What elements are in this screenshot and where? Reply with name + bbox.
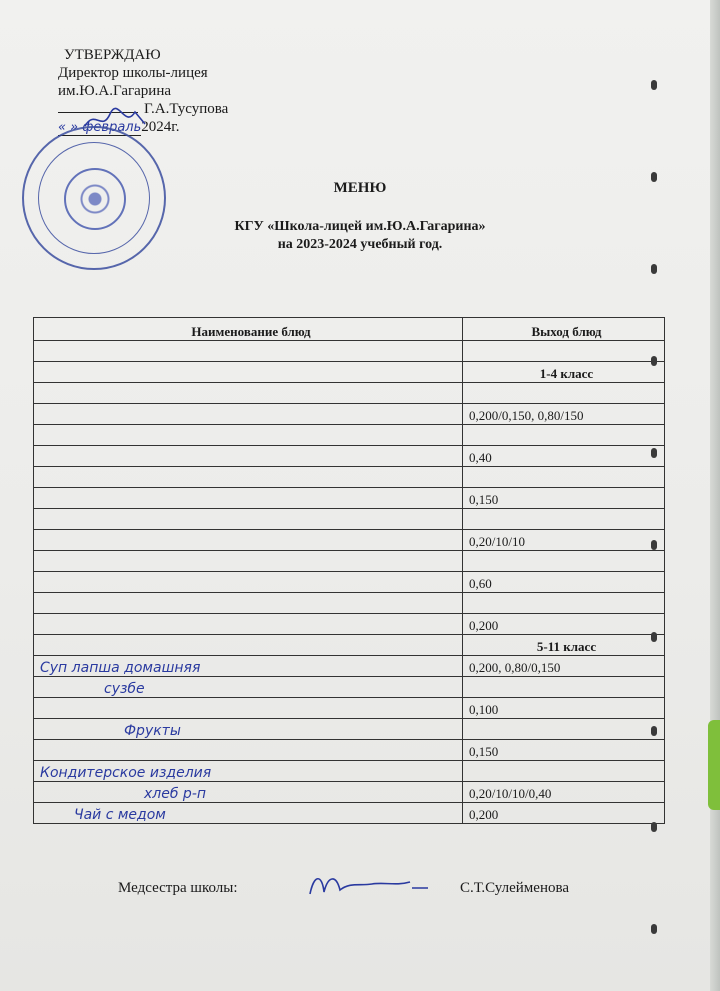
dish-name (34, 698, 463, 719)
approval-date-handwritten: « » февраль (58, 120, 142, 135)
dish-name: Фрукты (34, 719, 463, 740)
table-row (34, 425, 665, 446)
table-row: 0,60 (34, 572, 665, 593)
table-row: 0,150 (34, 488, 665, 509)
dish-name: Суп лапша домашняя (34, 656, 463, 677)
header-dish-output: Выход блюд (463, 318, 665, 341)
table-row (34, 467, 665, 488)
subtitle-line-1: КГУ «Школа-лицей им.Ю.А.Гагарина» (234, 219, 486, 234)
dish-name: сузбе (34, 677, 463, 698)
approval-signer: Г.А.Тусупова (144, 101, 229, 117)
approval-position: Директор школы-лицея (58, 65, 208, 81)
table-row: хлеб р-п 0,20/10/10/0,40 (34, 782, 665, 803)
approval-year: 2024г. (141, 119, 180, 135)
table-row (34, 509, 665, 530)
punch-hole-icon (651, 172, 657, 182)
table-row: 0,100 (34, 698, 665, 719)
table-row (34, 719, 665, 740)
table-row (34, 551, 665, 572)
table-row: Чай с медом 0,200 (34, 803, 665, 824)
page-title: МЕНЮ (333, 180, 387, 196)
official-seal (22, 126, 166, 270)
nurse-label: Медсестра школы: (118, 880, 238, 896)
punch-hole-icon (651, 822, 657, 832)
background-object (708, 720, 720, 810)
dish-name: Кондитерское изделия (34, 761, 463, 782)
dish-name (34, 740, 463, 761)
approval-heading: УТВЕРЖДАЮ (64, 47, 161, 63)
nurse-name: С.Т.Сулейменова (460, 880, 570, 896)
table-header-row (34, 318, 665, 341)
page-edge (710, 0, 720, 991)
dish-name: хлеб р-п (34, 782, 463, 803)
table-row: Суп лапша домашняя 0,200, 0,80/0,150 (34, 656, 665, 677)
dish-name: Чай с медом (34, 803, 463, 824)
table-row: 0,200 (34, 614, 665, 635)
nurse-signature (300, 868, 430, 900)
punch-hole-icon (651, 924, 657, 934)
punch-hole-icon (651, 726, 657, 736)
table-row: 0,40 (34, 446, 665, 467)
page-subtitle (180, 218, 540, 254)
punch-hole-icon (651, 356, 657, 366)
punch-hole-icon (651, 264, 657, 274)
table-row (34, 341, 665, 362)
table-row (34, 761, 665, 782)
punch-hole-icon (651, 540, 657, 550)
punch-hole-icon (651, 448, 657, 458)
table-row (34, 593, 665, 614)
section-row (34, 635, 665, 656)
punch-hole-icon (651, 80, 657, 90)
menu-table (33, 317, 665, 824)
seal-emblem-icon (64, 168, 126, 230)
header-dish-name: Наименование блюд (34, 318, 463, 341)
table-row: 0,200/0,150, 0,80/150 (34, 404, 665, 425)
table-row: 0,150 (34, 740, 665, 761)
table-row: 0,20/10/10 (34, 530, 665, 551)
table-row (34, 677, 665, 698)
section-row (34, 362, 665, 383)
subtitle-line-2: на 2023-2024 учебный год. (277, 237, 443, 252)
section-label: 5-11 класс (463, 635, 665, 656)
table-row (34, 383, 665, 404)
approval-school: им.Ю.А.Гагарина (58, 83, 171, 99)
punch-hole-icon (651, 632, 657, 642)
section-label: 1-4 класс (463, 362, 665, 383)
